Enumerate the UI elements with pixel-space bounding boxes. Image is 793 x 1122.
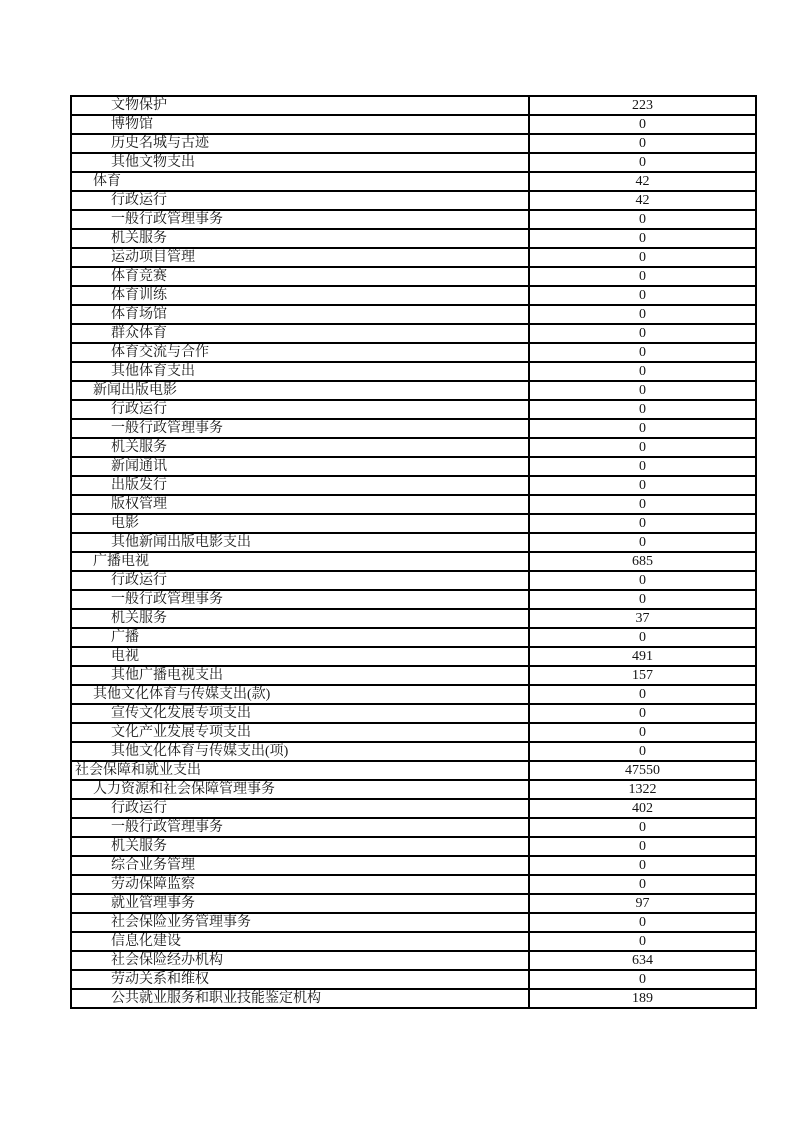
item-value-cell: 0 [529,495,756,514]
table-row [71,932,756,951]
table-row [71,723,756,742]
item-name-cell: 行政运行 [71,571,529,590]
item-value-cell: 0 [529,685,756,704]
item-name-cell: 人力资源和社会保障管理事务 [71,780,529,799]
table-row [71,134,756,153]
item-value-cell: 0 [529,723,756,742]
item-value-cell: 47550 [529,761,756,780]
item-name-cell: 体育交流与合作 [71,343,529,362]
table-row [71,970,756,989]
table-row [71,666,756,685]
table-row [71,286,756,305]
budget-table-body [71,96,756,1008]
item-value-cell: 0 [529,837,756,856]
item-value-cell: 0 [529,856,756,875]
table-row [71,229,756,248]
item-name-cell: 其他新闻出版电影支出 [71,533,529,552]
table-row [71,172,756,191]
item-value-cell: 0 [529,457,756,476]
table-row [71,438,756,457]
item-name-cell: 运动项目管理 [71,248,529,267]
item-value-cell: 0 [529,134,756,153]
table-row [71,590,756,609]
item-value-cell: 0 [529,267,756,286]
item-name-cell: 劳动保障监察 [71,875,529,894]
table-row [71,267,756,286]
table-row [71,856,756,875]
item-name-cell: 体育训练 [71,286,529,305]
table-row [71,400,756,419]
table-row [71,609,756,628]
item-value-cell: 0 [529,913,756,932]
item-name-cell: 文化产业发展专项支出 [71,723,529,742]
item-name-cell: 电视 [71,647,529,666]
item-name-cell: 体育场馆 [71,305,529,324]
item-name-cell: 广播 [71,628,529,647]
item-name-cell: 电影 [71,514,529,533]
item-value-cell: 0 [529,229,756,248]
item-name-cell: 公共就业服务和职业技能鉴定机构 [71,989,529,1008]
table-row [71,552,756,571]
table-row [71,305,756,324]
item-name-cell: 其他文化体育与传媒支出(项) [71,742,529,761]
item-value-cell: 0 [529,286,756,305]
item-name-cell: 文物保护 [71,96,529,115]
item-value-cell: 0 [529,590,756,609]
item-name-cell: 机关服务 [71,609,529,628]
table-row [71,381,756,400]
item-name-cell: 群众体育 [71,324,529,343]
item-value-cell: 157 [529,666,756,685]
item-value-cell: 37 [529,609,756,628]
table-row [71,818,756,837]
table-row [71,96,756,115]
table-row [71,362,756,381]
item-value-cell: 0 [529,324,756,343]
item-name-cell: 其他广播电视支出 [71,666,529,685]
table-row [71,457,756,476]
table-row [71,324,756,343]
item-name-cell: 行政运行 [71,400,529,419]
item-value-cell: 0 [529,476,756,495]
item-name-cell: 社会保险经办机构 [71,951,529,970]
item-value-cell: 0 [529,514,756,533]
table-row [71,951,756,970]
table-row [71,115,756,134]
item-name-cell: 就业管理事务 [71,894,529,913]
item-name-cell: 一般行政管理事务 [71,590,529,609]
item-name-cell: 社会保障和就业支出 [71,761,529,780]
item-name-cell: 行政运行 [71,191,529,210]
item-name-cell: 其他文物支出 [71,153,529,172]
item-name-cell: 一般行政管理事务 [71,210,529,229]
item-value-cell: 491 [529,647,756,666]
item-value-cell: 223 [529,96,756,115]
table-row [71,837,756,856]
item-value-cell: 634 [529,951,756,970]
item-name-cell: 广播电视 [71,552,529,571]
item-value-cell: 685 [529,552,756,571]
item-name-cell: 新闻出版电影 [71,381,529,400]
table-row [71,153,756,172]
table-row [71,476,756,495]
item-value-cell: 0 [529,704,756,723]
item-name-cell: 综合业务管理 [71,856,529,875]
item-value-cell: 0 [529,875,756,894]
table-row [71,685,756,704]
item-name-cell: 博物馆 [71,115,529,134]
item-value-cell: 189 [529,989,756,1008]
item-value-cell: 0 [529,438,756,457]
item-value-cell: 0 [529,305,756,324]
item-value-cell: 0 [529,571,756,590]
table-row [71,514,756,533]
item-name-cell: 新闻通讯 [71,457,529,476]
item-value-cell: 0 [529,932,756,951]
table-row [71,191,756,210]
table-row [71,495,756,514]
item-name-cell: 机关服务 [71,229,529,248]
item-name-cell: 宣传文化发展专项支出 [71,704,529,723]
table-row [71,647,756,666]
item-value-cell: 0 [529,400,756,419]
item-name-cell: 体育竞赛 [71,267,529,286]
table-row [71,704,756,723]
table-row [71,533,756,552]
item-value-cell: 0 [529,742,756,761]
table-row [71,761,756,780]
item-value-cell: 1322 [529,780,756,799]
item-value-cell: 0 [529,362,756,381]
budget-table [70,95,757,1009]
table-row [71,799,756,818]
item-value-cell: 0 [529,210,756,229]
table-row [71,571,756,590]
item-name-cell: 其他体育支出 [71,362,529,381]
item-name-cell: 其他文化体育与传媒支出(款) [71,685,529,704]
item-name-cell: 出版发行 [71,476,529,495]
item-value-cell: 0 [529,153,756,172]
item-name-cell: 机关服务 [71,438,529,457]
table-row [71,894,756,913]
item-value-cell: 0 [529,628,756,647]
item-name-cell: 历史名城与古迹 [71,134,529,153]
table-row [71,210,756,229]
item-value-cell: 42 [529,191,756,210]
item-value-cell: 0 [529,533,756,552]
item-value-cell: 0 [529,419,756,438]
table-row [71,628,756,647]
item-name-cell: 行政运行 [71,799,529,818]
item-name-cell: 版权管理 [71,495,529,514]
table-row [71,419,756,438]
item-name-cell: 信息化建设 [71,932,529,951]
item-value-cell: 0 [529,115,756,134]
table-row [71,343,756,362]
item-name-cell: 机关服务 [71,837,529,856]
item-value-cell: 42 [529,172,756,191]
table-row [71,248,756,267]
item-value-cell: 0 [529,381,756,400]
item-value-cell: 0 [529,343,756,362]
item-value-cell: 0 [529,970,756,989]
table-row [71,875,756,894]
item-name-cell: 一般行政管理事务 [71,419,529,438]
item-name-cell: 一般行政管理事务 [71,818,529,837]
table-row [71,742,756,761]
item-name-cell: 社会保险业务管理事务 [71,913,529,932]
item-name-cell: 劳动关系和维权 [71,970,529,989]
item-value-cell: 97 [529,894,756,913]
item-value-cell: 402 [529,799,756,818]
item-name-cell: 体育 [71,172,529,191]
item-value-cell: 0 [529,818,756,837]
table-row [71,989,756,1008]
item-value-cell: 0 [529,248,756,267]
table-row [71,913,756,932]
table-row [71,780,756,799]
